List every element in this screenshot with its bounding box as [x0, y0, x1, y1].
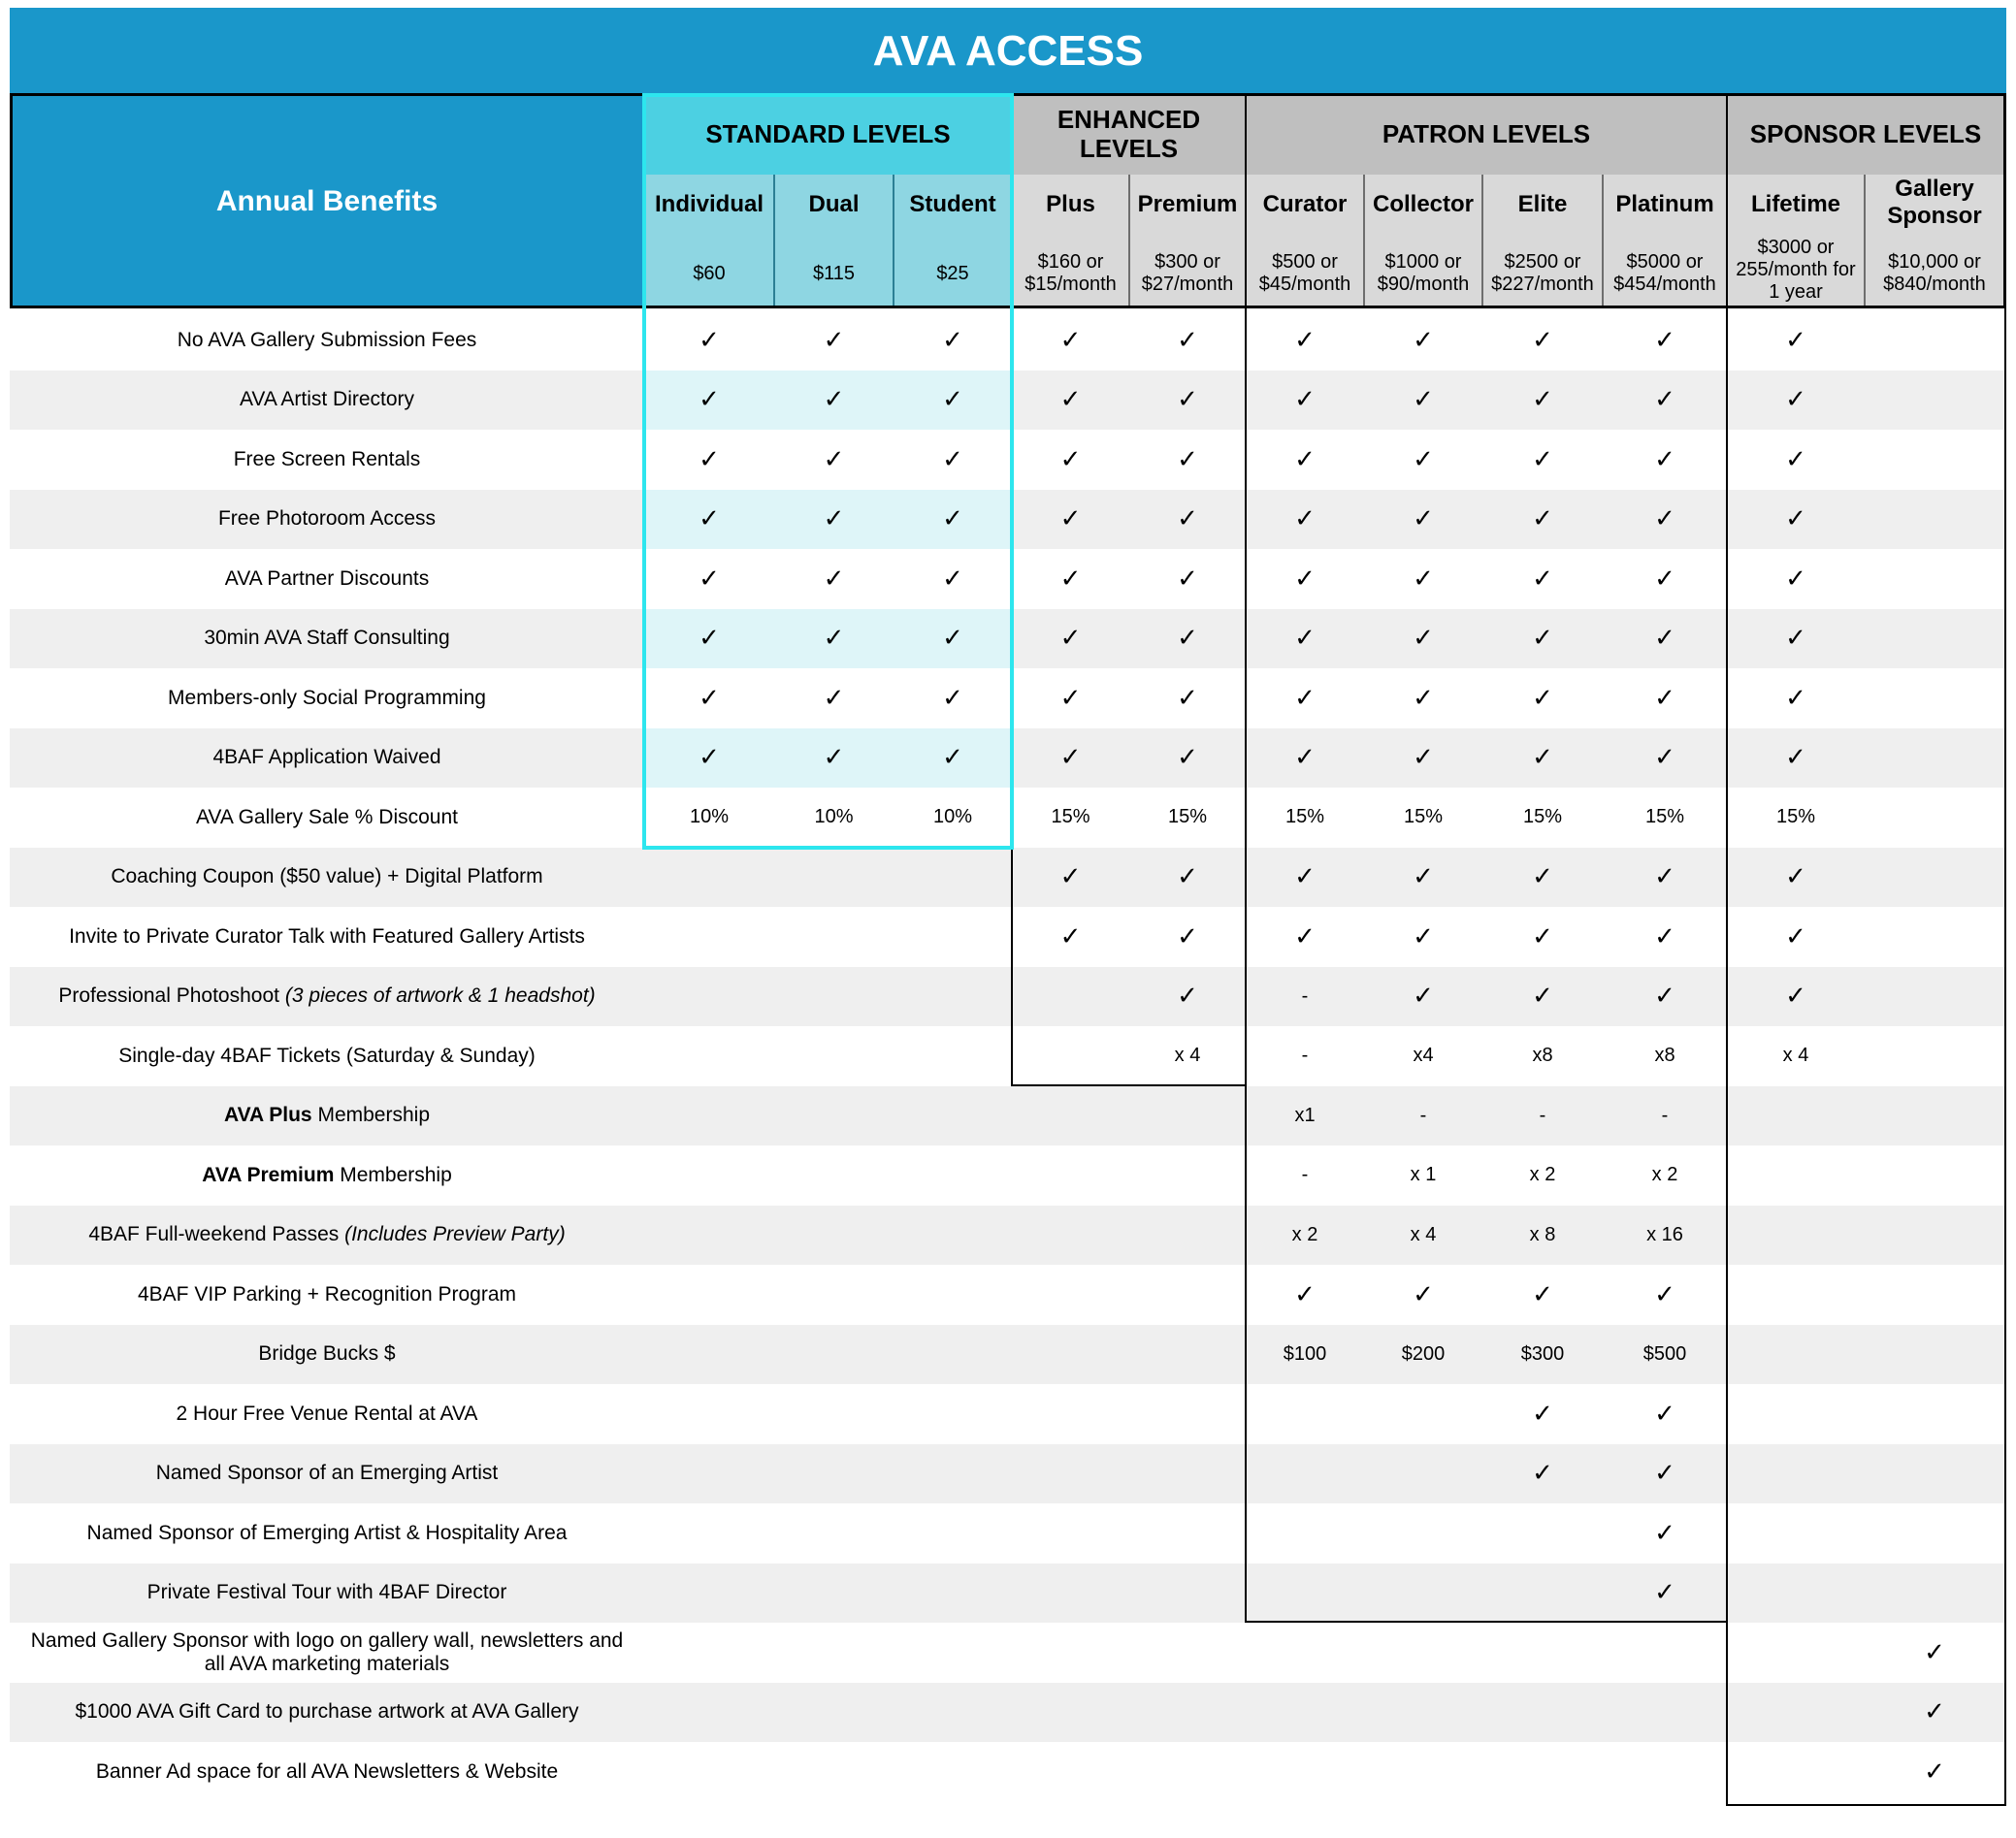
level-name-plus: Plus — [1046, 191, 1095, 218]
check-mark-icon: ✓ — [942, 384, 963, 414]
benefit-value: - — [1539, 1104, 1546, 1126]
level-name-platinum: Platinum — [1615, 191, 1714, 218]
level-price-plus: $160 or $15/month — [1024, 251, 1117, 295]
check-mark-icon: ✓ — [1059, 384, 1082, 414]
check-mark-icon: ✓ — [1532, 563, 1553, 593]
benefit-value: - — [1301, 984, 1309, 1007]
benefit-value: x8 — [1532, 1045, 1553, 1067]
check-mark-icon: ✓ — [1177, 981, 1198, 1011]
check-mark-icon: ✓ — [1177, 742, 1198, 772]
header-column-divider — [1864, 175, 1866, 308]
benefit-label — [10, 967, 644, 1027]
patron-border — [1245, 93, 1247, 1623]
check-mark-icon: ✓ — [942, 563, 963, 593]
benefit-label-text: $1000 AVA Gift Card to purchase artwork at AVA Gallery — [75, 1700, 579, 1724]
check-mark-icon: ✓ — [1654, 1577, 1675, 1607]
check-mark-icon: ✓ — [1177, 861, 1198, 891]
level-name-elite: Elite — [1517, 191, 1568, 218]
check-mark-icon: ✓ — [1177, 682, 1198, 712]
benefit-label-text: Private Festival Tour with 4BAF Director — [146, 1581, 507, 1604]
benefit-value: $500 — [1642, 1342, 1687, 1365]
benefit-label-bold: AVA Plus — [223, 1104, 312, 1127]
benefit-label-text: Membership — [340, 1163, 452, 1186]
benefit-label-text: 4BAF VIP Parking + Recognition Program — [137, 1282, 517, 1306]
check-mark-icon: ✓ — [699, 623, 720, 653]
benefit-label — [10, 668, 644, 728]
check-mark-icon: ✓ — [1177, 324, 1198, 354]
check-mark-icon: ✓ — [1059, 503, 1082, 533]
check-mark-icon: ✓ — [1785, 563, 1806, 593]
benefit-label — [10, 490, 644, 550]
benefit-value: - — [1301, 1045, 1309, 1067]
group-header-sponsor-levels: SPONSOR LEVELS — [1727, 95, 2004, 175]
check-mark-icon: ✓ — [1294, 443, 1316, 473]
check-mark-icon: ✓ — [1924, 1696, 1945, 1726]
benefit-label-text: AVA Partner Discounts — [224, 566, 430, 590]
benefit-value: 15% — [1403, 806, 1444, 828]
benefit-label-note: (3 pieces of artwork & 1 headshot) — [284, 984, 596, 1008]
check-mark-icon: ✓ — [699, 742, 720, 772]
check-mark-icon: ✓ — [1785, 742, 1806, 772]
header-column-divider — [1481, 175, 1483, 308]
benefit-label — [10, 430, 644, 490]
check-mark-icon: ✓ — [1059, 324, 1082, 354]
check-mark-icon: ✓ — [1654, 563, 1675, 593]
check-mark-icon: ✓ — [1177, 920, 1198, 951]
level-name-premium: Premium — [1137, 191, 1238, 218]
benefit-value: 10% — [689, 806, 730, 828]
benefit-value: $100 — [1283, 1342, 1327, 1365]
check-mark-icon: ✓ — [1059, 861, 1082, 891]
check-mark-icon: ✓ — [1532, 1278, 1553, 1308]
level-price-curator: $500 or $45/month — [1258, 251, 1351, 295]
benefit-label-text: Single-day 4BAF Tickets (Saturday & Sunday) — [118, 1044, 536, 1067]
benefit-value: 15% — [1051, 806, 1090, 828]
benefit-value: x 2 — [1291, 1223, 1318, 1245]
sponsor-border — [1726, 93, 1728, 1806]
check-mark-icon: ✓ — [1654, 1458, 1675, 1488]
check-mark-icon: ✓ — [1294, 682, 1316, 712]
check-mark-icon: ✓ — [699, 443, 720, 473]
check-mark-icon: ✓ — [1294, 324, 1316, 354]
level-name-dual: Dual — [808, 191, 860, 218]
check-mark-icon: ✓ — [1924, 1636, 1945, 1666]
check-mark-icon: ✓ — [1413, 920, 1434, 951]
level-name-collector: Collector — [1372, 191, 1474, 218]
check-mark-icon: ✓ — [1413, 443, 1434, 473]
benefit-label-text: 30min AVA Staff Consulting — [204, 627, 450, 650]
check-mark-icon: ✓ — [1785, 623, 1806, 653]
check-mark-icon: ✓ — [1532, 1398, 1553, 1428]
check-mark-icon: ✓ — [1532, 623, 1553, 653]
level-name-lifetime: Lifetime — [1750, 191, 1840, 218]
check-mark-icon: ✓ — [1059, 623, 1082, 653]
benefit-label-text: Professional Photoshoot — [58, 984, 279, 1008]
level-price-dual: $115 — [812, 262, 855, 284]
check-mark-icon: ✓ — [1294, 623, 1316, 653]
header-column-divider — [1602, 175, 1604, 308]
benefit-value: x 2 — [1651, 1164, 1678, 1186]
check-mark-icon: ✓ — [1654, 324, 1675, 354]
benefit-value: 15% — [1284, 806, 1325, 828]
sponsor-border — [1726, 1804, 2006, 1806]
benefit-label-text: Free Screen Rentals — [233, 447, 421, 470]
check-mark-icon: ✓ — [1654, 1398, 1675, 1428]
check-mark-icon: ✓ — [942, 324, 963, 354]
check-mark-icon: ✓ — [823, 384, 845, 414]
check-mark-icon: ✓ — [699, 384, 720, 414]
check-mark-icon: ✓ — [1177, 443, 1198, 473]
patron-border — [1245, 1621, 1728, 1623]
level-name-student: Student — [909, 191, 996, 218]
benefit-label-text: AVA Artist Directory — [239, 388, 415, 411]
benefit-label-text: Named Sponsor of an Emerging Artist — [155, 1462, 499, 1485]
benefit-label — [10, 1623, 644, 1683]
check-mark-icon: ✓ — [1532, 981, 1553, 1011]
header-border — [10, 93, 13, 308]
benefit-label — [10, 728, 644, 789]
check-mark-icon: ✓ — [1532, 324, 1553, 354]
check-mark-icon: ✓ — [1654, 682, 1675, 712]
benefit-value: $300 — [1520, 1342, 1565, 1365]
sponsor-border — [2004, 93, 2006, 1806]
check-mark-icon: ✓ — [1532, 443, 1553, 473]
check-mark-icon: ✓ — [1654, 623, 1675, 653]
benefit-label-text: Named Gallery Sponsor with logo on gallery wall, newsletters and all AVA marketing materials — [30, 1628, 624, 1675]
check-mark-icon: ✓ — [1532, 1458, 1553, 1488]
check-mark-icon: ✓ — [1785, 981, 1806, 1011]
check-mark-icon: ✓ — [942, 503, 963, 533]
check-mark-icon: ✓ — [1654, 503, 1675, 533]
benefit-value: 10% — [814, 806, 854, 828]
level-price-lifetime: $3000 or 255/month for 1 year — [1736, 236, 1856, 303]
benefit-value: x 16 — [1646, 1223, 1683, 1245]
check-mark-icon: ✓ — [1924, 1756, 1945, 1786]
check-mark-icon: ✓ — [1532, 742, 1553, 772]
check-mark-icon: ✓ — [1654, 1517, 1675, 1547]
benefit-label — [10, 1145, 644, 1206]
benefit-label — [10, 1444, 644, 1504]
annual-benefits-header: Annual Benefits — [10, 95, 644, 308]
benefit-label — [10, 907, 644, 967]
header-border — [10, 306, 2006, 308]
check-mark-icon: ✓ — [1413, 503, 1434, 533]
level-price-platinum: $5000 or $454/month — [1613, 251, 1716, 295]
benefit-label-text: Named Sponsor of Emerging Artist & Hospitality Area — [86, 1521, 568, 1544]
check-mark-icon: ✓ — [1654, 981, 1675, 1011]
check-mark-icon: ✓ — [1654, 920, 1675, 951]
benefit-label-text: Members-only Social Programming — [168, 686, 486, 709]
benefit-label — [10, 549, 644, 609]
check-mark-icon: ✓ — [1785, 503, 1806, 533]
benefit-value: 15% — [1644, 806, 1685, 828]
check-mark-icon: ✓ — [699, 503, 720, 533]
check-mark-icon: ✓ — [1532, 861, 1553, 891]
standard-highlight-border — [1010, 93, 1014, 850]
header-column-divider — [773, 175, 775, 308]
check-mark-icon: ✓ — [1177, 623, 1198, 653]
check-mark-icon: ✓ — [823, 503, 845, 533]
benefit-label — [10, 1086, 644, 1146]
benefit-value: $200 — [1401, 1342, 1446, 1365]
group-header-patron-levels: PATRON LEVELS — [1246, 95, 1727, 175]
check-mark-icon: ✓ — [1532, 920, 1553, 951]
benefit-value: 15% — [1522, 806, 1563, 828]
benefit-value: x 8 — [1529, 1223, 1556, 1245]
check-mark-icon: ✓ — [1294, 503, 1316, 533]
check-mark-icon: ✓ — [1413, 623, 1434, 653]
check-mark-icon: ✓ — [1785, 861, 1806, 891]
benefit-value: x4 — [1413, 1045, 1434, 1067]
check-mark-icon: ✓ — [823, 563, 845, 593]
check-mark-icon: ✓ — [699, 324, 720, 354]
check-mark-icon: ✓ — [1177, 503, 1198, 533]
check-mark-icon: ✓ — [1413, 682, 1434, 712]
level-price-individual: $60 — [693, 262, 726, 284]
benefit-label — [10, 1683, 644, 1743]
benefit-label — [10, 1384, 644, 1444]
standard-highlight-border — [642, 93, 1014, 97]
check-mark-icon: ✓ — [1413, 981, 1434, 1011]
check-mark-icon: ✓ — [1654, 1278, 1675, 1308]
level-price-premium: $300 or $27/month — [1141, 251, 1234, 295]
group-header-standard-levels: STANDARD LEVELS — [644, 95, 1012, 175]
check-mark-icon: ✓ — [1413, 742, 1434, 772]
benefit-label — [10, 1742, 644, 1802]
benefit-value: 10% — [932, 806, 973, 828]
benefit-label-text: Bridge Bucks $ — [258, 1342, 396, 1366]
benefit-value: 15% — [1775, 806, 1816, 828]
benefit-label — [10, 1265, 644, 1325]
check-mark-icon: ✓ — [823, 742, 845, 772]
check-mark-icon: ✓ — [823, 324, 845, 354]
check-mark-icon: ✓ — [1654, 742, 1675, 772]
benefit-label-text: No AVA Gallery Submission Fees — [177, 328, 477, 351]
benefit-label — [10, 1206, 644, 1266]
benefit-value: - — [1661, 1104, 1669, 1126]
check-mark-icon: ✓ — [823, 623, 845, 653]
check-mark-icon: ✓ — [699, 682, 720, 712]
check-mark-icon: ✓ — [1177, 563, 1198, 593]
benefit-label — [10, 1325, 644, 1385]
standard-highlight-border — [642, 93, 646, 850]
level-name-gallery-sponsor: Gallery Sponsor — [1887, 176, 1982, 229]
header-column-divider — [893, 175, 894, 308]
check-mark-icon: ✓ — [942, 742, 963, 772]
benefit-value: x 4 — [1410, 1223, 1437, 1245]
check-mark-icon: ✓ — [1294, 563, 1316, 593]
check-mark-icon: ✓ — [1413, 384, 1434, 414]
benefit-value: x 4 — [1782, 1045, 1809, 1067]
check-mark-icon: ✓ — [942, 443, 963, 473]
benefit-label-text: Coaching Coupon ($50 value) + Digital Platform — [111, 865, 543, 888]
check-mark-icon: ✓ — [1294, 861, 1316, 891]
level-price-elite: $2500 or $227/month — [1491, 251, 1594, 295]
benefit-label — [10, 788, 644, 848]
check-mark-icon: ✓ — [1059, 682, 1082, 712]
benefit-value: x8 — [1654, 1045, 1675, 1067]
check-mark-icon: ✓ — [942, 682, 963, 712]
benefit-label-text: Invite to Private Curator Talk with Featured Gallery Artists — [69, 924, 585, 948]
check-mark-icon: ✓ — [1294, 384, 1316, 414]
check-mark-icon: ✓ — [1059, 443, 1082, 473]
benefit-label-text: 2 Hour Free Venue Rental at AVA — [176, 1402, 478, 1425]
check-mark-icon: ✓ — [1785, 384, 1806, 414]
benefit-label — [10, 609, 644, 669]
check-mark-icon: ✓ — [1294, 1278, 1316, 1308]
check-mark-icon: ✓ — [699, 563, 720, 593]
benefit-label — [10, 310, 644, 371]
benefit-label-text: 4BAF Application Waived — [212, 746, 441, 769]
check-mark-icon: ✓ — [942, 623, 963, 653]
check-mark-icon: ✓ — [1059, 742, 1082, 772]
level-price-gallery-sponsor: $10,000 or $840/month — [1883, 251, 1986, 295]
benefit-value: x 4 — [1174, 1045, 1201, 1067]
check-mark-icon: ✓ — [1413, 324, 1434, 354]
check-mark-icon: ✓ — [1413, 861, 1434, 891]
check-mark-icon: ✓ — [1294, 920, 1316, 951]
benefit-label — [10, 371, 644, 431]
benefit-label-text: AVA Gallery Sale % Discount — [195, 805, 458, 828]
benefit-label-note: (Includes Preview Party) — [344, 1223, 566, 1246]
check-mark-icon: ✓ — [1654, 384, 1675, 414]
check-mark-icon: ✓ — [1059, 920, 1082, 951]
standard-highlight-border — [642, 846, 1014, 850]
check-mark-icon: ✓ — [1532, 503, 1553, 533]
header-column-divider — [1128, 175, 1130, 308]
check-mark-icon: ✓ — [1532, 384, 1553, 414]
enhanced-border — [1011, 1084, 1247, 1086]
level-name-curator: Curator — [1262, 191, 1348, 218]
check-mark-icon: ✓ — [1059, 563, 1082, 593]
check-mark-icon: ✓ — [1785, 443, 1806, 473]
benefit-value: - — [1301, 1164, 1309, 1186]
benefit-label-text: Membership — [317, 1104, 430, 1127]
benefit-label — [10, 1503, 644, 1564]
check-mark-icon: ✓ — [1785, 324, 1806, 354]
title-banner: AVA ACCESS — [10, 8, 2006, 95]
benefit-label-text: Banner Ad space for all AVA Newsletters & Website — [95, 1759, 559, 1783]
check-mark-icon: ✓ — [1654, 443, 1675, 473]
level-price-collector: $1000 or $90/month — [1377, 251, 1470, 295]
check-mark-icon: ✓ — [1785, 682, 1806, 712]
check-mark-icon: ✓ — [1413, 563, 1434, 593]
benefit-label — [10, 848, 644, 908]
benefit-value: x1 — [1294, 1104, 1316, 1126]
benefit-value: x 2 — [1529, 1164, 1556, 1186]
check-mark-icon: ✓ — [1532, 682, 1553, 712]
check-mark-icon: ✓ — [1654, 861, 1675, 891]
benefit-label — [10, 1026, 644, 1086]
check-mark-icon: ✓ — [823, 443, 845, 473]
benefit-label-bold: AVA Premium — [202, 1163, 335, 1186]
benefit-value: x 1 — [1410, 1164, 1437, 1186]
group-header-enhanced-levels: ENHANCED LEVELS — [1012, 95, 1246, 175]
header-column-divider — [1363, 175, 1365, 308]
check-mark-icon: ✓ — [823, 682, 845, 712]
level-price-student: $25 — [936, 262, 969, 284]
check-mark-icon: ✓ — [1177, 384, 1198, 414]
benefit-value: - — [1419, 1104, 1427, 1126]
level-name-individual: Individual — [654, 191, 764, 218]
benefit-label-text: Free Photoroom Access — [217, 507, 437, 531]
benefit-label-text: 4BAF Full-weekend Passes — [88, 1223, 340, 1246]
check-mark-icon: ✓ — [1294, 742, 1316, 772]
benefit-value: 15% — [1167, 806, 1208, 828]
benefit-label — [10, 1564, 644, 1624]
check-mark-icon: ✓ — [1413, 1278, 1434, 1308]
check-mark-icon: ✓ — [1785, 920, 1806, 951]
